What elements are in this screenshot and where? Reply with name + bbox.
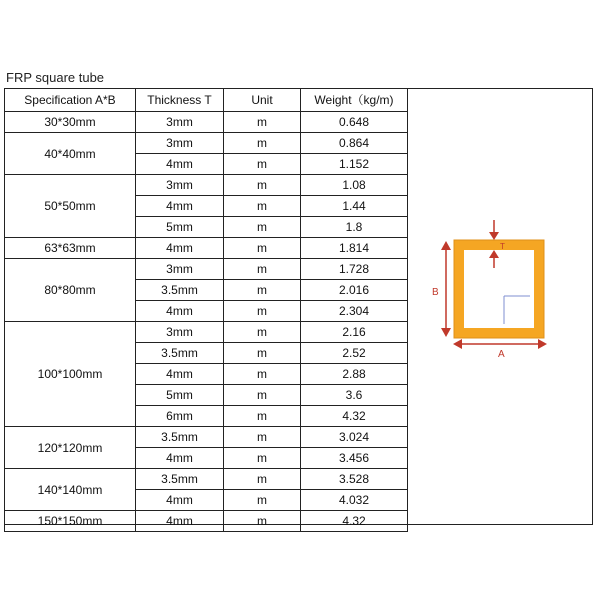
thickness-cell: 4mm	[136, 301, 224, 322]
thickness-cell: 3.5mm	[136, 280, 224, 301]
thickness-cell: 3mm	[136, 322, 224, 343]
header-weight: Weight（kg/m)	[301, 89, 408, 112]
thickness-cell: 3mm	[136, 259, 224, 280]
thickness-cell: 3.5mm	[136, 343, 224, 364]
unit-cell: m	[224, 154, 301, 175]
spec-cell: 120*120mm	[5, 427, 136, 469]
unit-cell: m	[224, 448, 301, 469]
spec-cell: 50*50mm	[5, 175, 136, 238]
thickness-cell: 4mm	[136, 448, 224, 469]
weight-cell: 0.864	[301, 133, 408, 154]
dimension-a-arrowhead-right	[538, 339, 547, 349]
label-b: B	[432, 287, 439, 298]
header-row	[5, 89, 408, 112]
weight-cell: 3.528	[301, 469, 408, 490]
weight-cell: 1.728	[301, 259, 408, 280]
thickness-cell: 3mm	[136, 175, 224, 196]
spec-cell: 30*30mm	[5, 112, 136, 133]
table-row	[5, 469, 408, 490]
weight-cell: 4.32	[301, 406, 408, 427]
spec-cell: 100*100mm	[5, 322, 136, 427]
header-thickness: Thickness T	[136, 89, 224, 112]
thickness-cell: 5mm	[136, 217, 224, 238]
weight-cell: 4.032	[301, 490, 408, 511]
weight-cell: 3.024	[301, 427, 408, 448]
weight-cell: 1.08	[301, 175, 408, 196]
unit-cell: m	[224, 469, 301, 490]
dimension-a-arrowhead-left	[453, 339, 462, 349]
table-row	[5, 238, 408, 259]
weight-cell: 4.32	[301, 511, 408, 532]
unit-cell: m	[224, 301, 301, 322]
dimension-b-arrowhead-top	[441, 241, 451, 250]
weight-cell: 2.016	[301, 280, 408, 301]
thickness-cell: 3mm	[136, 133, 224, 154]
weight-cell: 2.88	[301, 364, 408, 385]
header-spec: Specification A*B	[5, 89, 136, 112]
thickness-cell: 4mm	[136, 238, 224, 259]
weight-cell: 1.152	[301, 154, 408, 175]
spec-cell: 63*63mm	[5, 238, 136, 259]
unit-cell: m	[224, 259, 301, 280]
thickness-cell: 4mm	[136, 490, 224, 511]
square-tube-diagram	[430, 218, 560, 363]
unit-cell: m	[224, 427, 301, 448]
weight-cell: 2.52	[301, 343, 408, 364]
label-a: A	[498, 349, 505, 360]
table-row	[5, 511, 408, 532]
table-row	[5, 322, 408, 343]
label-t: T	[500, 242, 505, 251]
thickness-cell: 4mm	[136, 364, 224, 385]
table-row	[5, 427, 408, 448]
thickness-cell: 3.5mm	[136, 427, 224, 448]
thickness-cell: 4mm	[136, 154, 224, 175]
weight-cell: 0.648	[301, 112, 408, 133]
weight-cell: 2.16	[301, 322, 408, 343]
dimension-b-arrowhead-bottom	[441, 328, 451, 337]
thickness-cell: 3.5mm	[136, 469, 224, 490]
spec-cell: 150*150mm	[5, 511, 136, 532]
thickness-cell: 4mm	[136, 511, 224, 532]
weight-cell: 3.6	[301, 385, 408, 406]
thickness-cell: 3mm	[136, 112, 224, 133]
header-unit: Unit	[224, 89, 301, 112]
thickness-arrowhead-top	[489, 232, 499, 240]
unit-cell: m	[224, 406, 301, 427]
unit-cell: m	[224, 385, 301, 406]
unit-cell: m	[224, 322, 301, 343]
table-row	[5, 259, 408, 280]
weight-cell: 2.304	[301, 301, 408, 322]
thickness-cell: 5mm	[136, 385, 224, 406]
unit-cell: m	[224, 196, 301, 217]
table-title: FRP square tube	[6, 70, 105, 85]
unit-cell: m	[224, 238, 301, 259]
spec-cell: 80*80mm	[5, 259, 136, 322]
thickness-cell: 4mm	[136, 196, 224, 217]
unit-cell: m	[224, 490, 301, 511]
weight-cell: 3.456	[301, 448, 408, 469]
weight-cell: 1.814	[301, 238, 408, 259]
unit-cell: m	[224, 343, 301, 364]
unit-cell: m	[224, 175, 301, 196]
unit-cell: m	[224, 133, 301, 154]
unit-cell: m	[224, 217, 301, 238]
table-row	[5, 175, 408, 196]
weight-cell: 1.8	[301, 217, 408, 238]
unit-cell: m	[224, 280, 301, 301]
unit-cell: m	[224, 511, 301, 532]
weight-cell: 1.44	[301, 196, 408, 217]
thickness-cell: 6mm	[136, 406, 224, 427]
unit-cell: m	[224, 112, 301, 133]
table-row	[5, 133, 408, 154]
table-row	[5, 112, 408, 133]
spec-cell: 140*140mm	[5, 469, 136, 511]
spec-table	[4, 88, 408, 532]
spec-cell: 40*40mm	[5, 133, 136, 175]
tube-inner-hollow	[464, 250, 534, 328]
unit-cell: m	[224, 364, 301, 385]
